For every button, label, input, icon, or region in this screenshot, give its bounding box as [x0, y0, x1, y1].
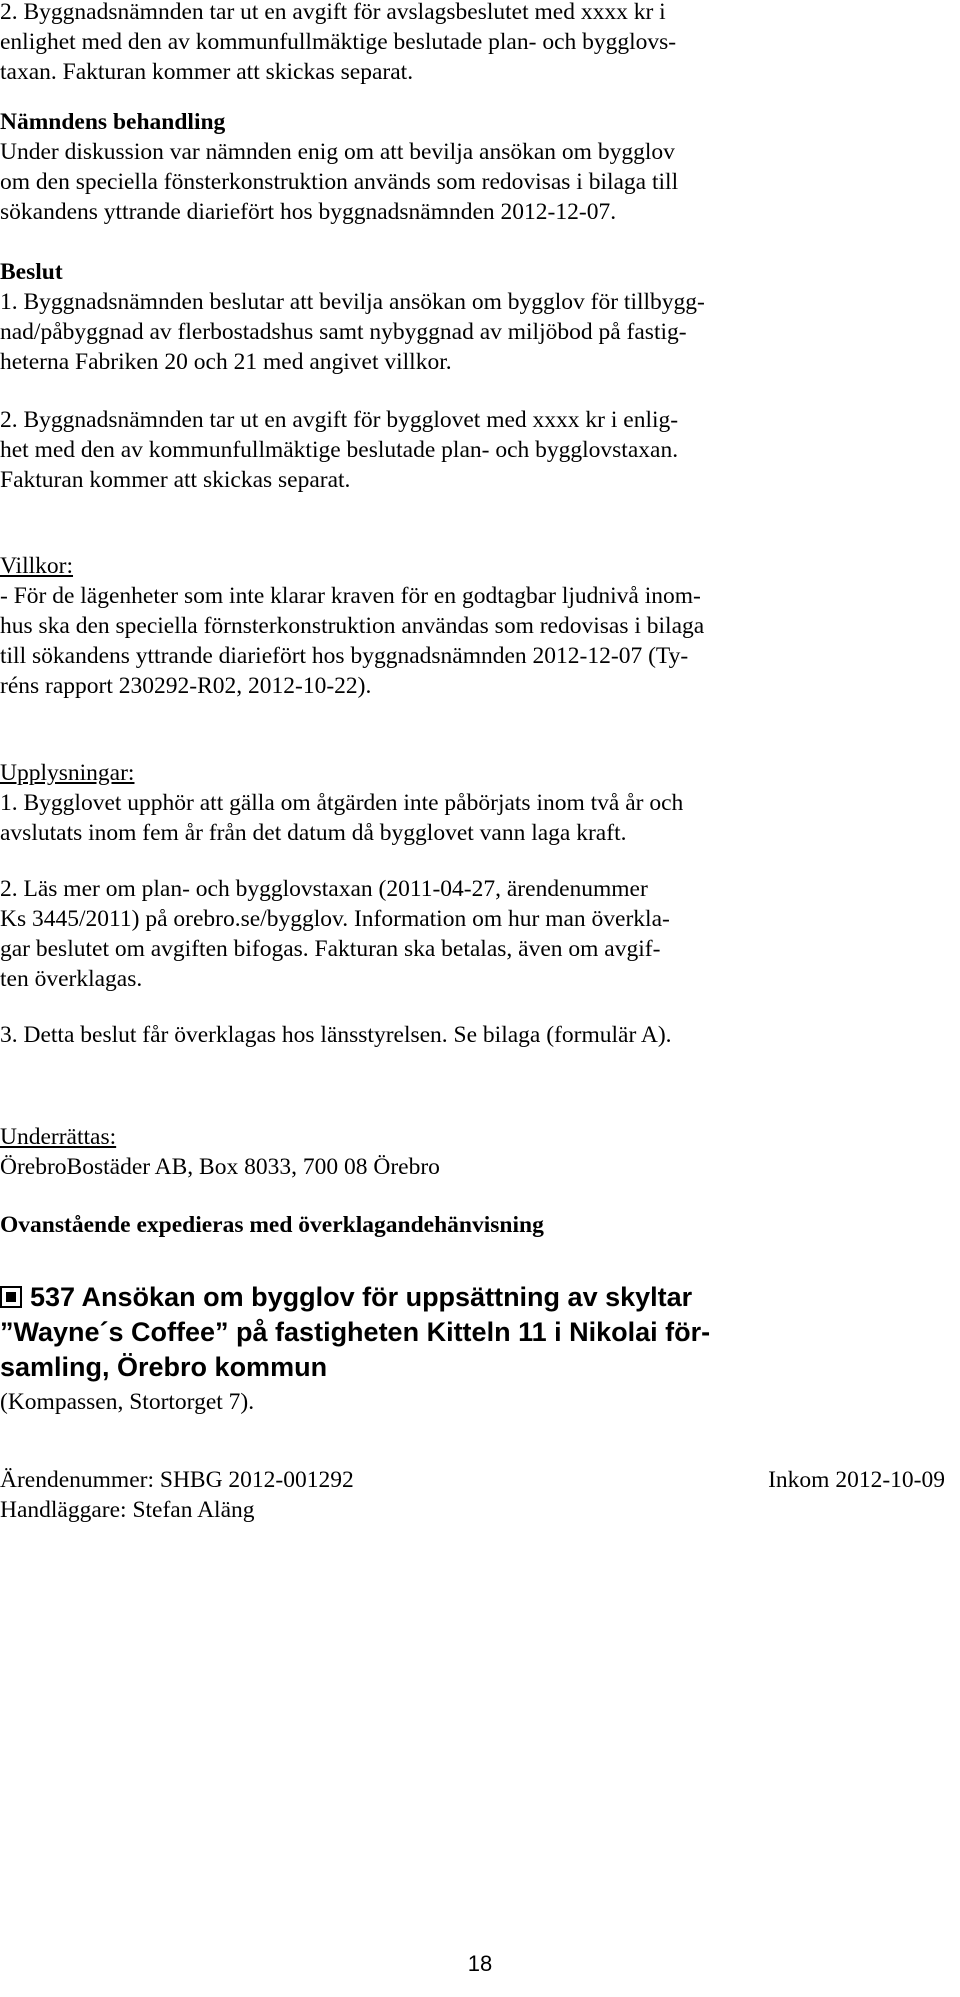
text-line: - För de lägenheter som inte klarar kraven för en godtagbar ljudnivå inom-	[0, 583, 701, 609]
text-line: taxan. Fakturan kommer att skickas separat.	[0, 59, 414, 85]
section-heading: Villkor:	[0, 553, 74, 579]
text-line: 2. Byggnadsnämnden tar ut en avgift för avslagsbeslutet med xxxx kr i	[0, 0, 666, 25]
title-line: samling, Örebro kommun	[0, 1352, 328, 1382]
title-line: ”Wayne´s Coffee” på fastigheten Kitteln 11 i Nikolai för-	[0, 1317, 711, 1347]
text-line: het med den av kommunfullmäktige beslutade plan- och bygglovstaxan.	[0, 437, 679, 463]
decision-point-2	[0, 405, 945, 495]
text-line: avslutats inom fem år från det datum då bygglovet vann laga kraft.	[0, 820, 627, 846]
text-line: sökandens yttrande diariefört hos byggnadsnämnden 2012-12-07.	[0, 199, 617, 225]
item-537-title	[0, 1280, 945, 1385]
text-line: 1. Bygglovet upphör att gälla om åtgärden inte påbörjats inom två år och	[0, 790, 684, 816]
page-number: 18	[467, 1951, 493, 1976]
location-text: (Kompassen, Stortorget 7).	[0, 1389, 255, 1415]
text-line: Under diskussion var nämnden enig om att bevilja ansökan om bygglov	[0, 139, 675, 165]
title-text: 537 Ansökan om bygglov för uppsättning av skyltar	[30, 1282, 693, 1312]
text-line: ten överklagas.	[0, 966, 143, 992]
dispatch-note	[0, 1210, 945, 1240]
received-date: Inkom 2012-10-09	[768, 1467, 945, 1493]
text-line: om den speciella fönsterkonstruktion används som redovisas i bilaga till	[0, 169, 679, 195]
text-line: heterna Fabriken 20 och 21 med angivet villkor.	[0, 349, 452, 375]
square-bullet-icon	[0, 1286, 22, 1308]
text-line: gar beslutet om avgiften bifogas. Fakturan ska betalas, även om avgif-	[0, 936, 661, 962]
decision-section	[0, 257, 945, 377]
handler-row	[0, 1495, 945, 1525]
section-heading: Nämndens behandling	[0, 109, 226, 135]
text-line: enlighet med den av kommunfullmäktige beslutade plan- och bygglovs-	[0, 29, 677, 55]
information-section	[0, 758, 945, 848]
treatment-section	[0, 107, 945, 227]
fee-reject-paragraph	[0, 0, 945, 87]
text-line: Fakturan kommer att skickas separat.	[0, 467, 351, 493]
text-line: till sökandens yttrande diariefört hos byggnadsnämnden 2012-12-07 (Ty-	[0, 643, 689, 669]
information-item-3	[0, 1020, 945, 1050]
section-heading: Underrättas:	[0, 1124, 117, 1150]
item-537-location	[0, 1387, 945, 1417]
text-line: réns rapport 230292-R02, 2012-10-22).	[0, 673, 372, 699]
text-line: 2. Byggnadsnämnden tar ut en avgift för bygglovet med xxxx kr i enlig-	[0, 407, 679, 433]
text-line: nad/påbyggnad av flerbostadshus samt nybyggnad av miljöbod på fastig-	[0, 319, 687, 345]
notify-section	[0, 1122, 945, 1182]
text-line: Ks 3445/2011) på orebro.se/bygglov. Information om hur man överkla-	[0, 906, 670, 932]
section-heading: Upplysningar:	[0, 760, 135, 786]
title-line	[0, 1280, 945, 1315]
handler-text: Handläggare: Stefan Aläng	[0, 1497, 255, 1523]
notify-recipient: ÖrebroBostäder AB, Box 8033, 700 08 Örebro	[0, 1154, 440, 1180]
conditions-section	[0, 551, 945, 701]
case-number: Ärendenummer: SHBG 2012-001292	[0, 1467, 354, 1493]
text-line: hus ska den speciella förnsterkonstruktion användas som redovisas i bilaga	[0, 613, 705, 639]
information-item-2	[0, 874, 945, 994]
text-line: 2. Läs mer om plan- och bygglovstaxan (2011-04-27, ärendenummer	[0, 876, 648, 902]
section-heading: Beslut	[0, 259, 63, 285]
text-line: 1. Byggnadsnämnden beslutar att bevilja ansökan om bygglov för tillbygg-	[0, 289, 705, 315]
dispatch-note-text: Ovanstående expedieras med överklagandehänvisning	[0, 1212, 544, 1238]
text-line: 3. Detta beslut får överklagas hos länsstyrelsen. Se bilaga (formulär A).	[0, 1022, 672, 1048]
